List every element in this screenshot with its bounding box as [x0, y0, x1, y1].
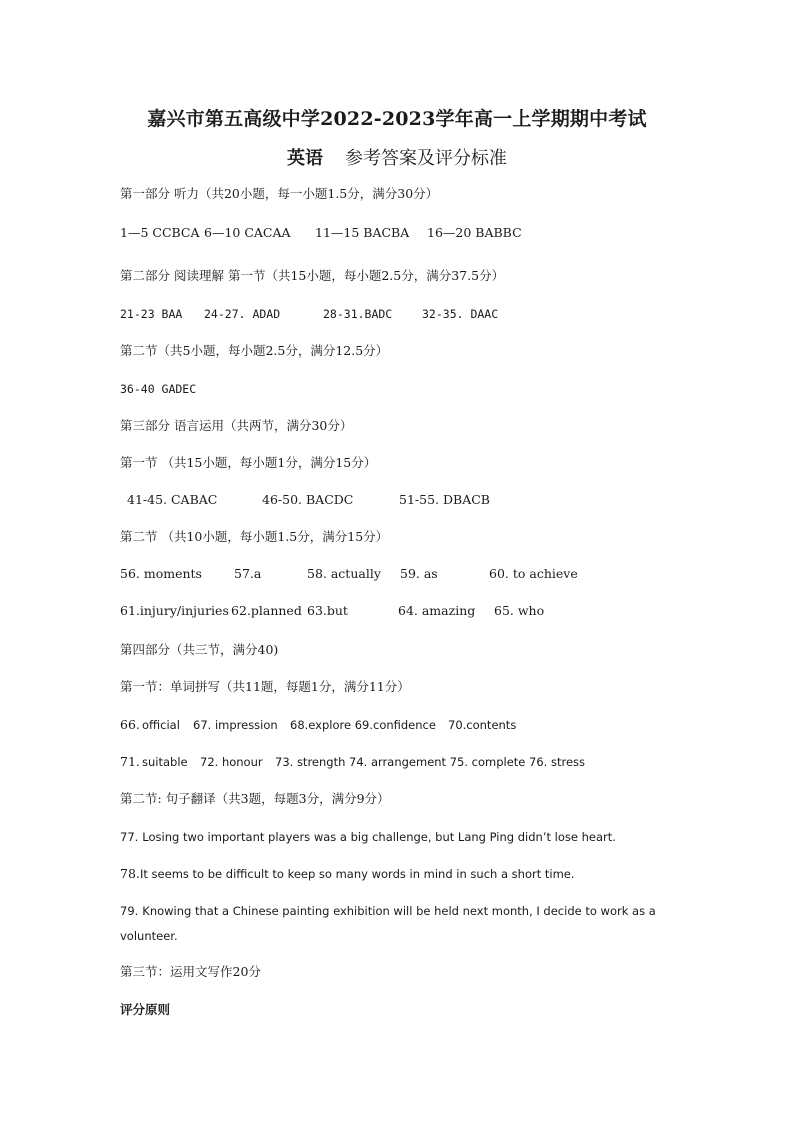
answer-cell: 61.injury/injuries [120, 603, 229, 618]
answer-group: 6—10 CACAA [204, 225, 291, 240]
answer-cell: official [142, 718, 180, 732]
sentence-79-continued: volunteer. [120, 929, 178, 943]
part4-row-71 [120, 753, 585, 771]
answer-cell: 70.contents [448, 718, 517, 732]
page-subtitle [0, 144, 794, 170]
part2-section2-answers: 36-40 GADEC [120, 382, 197, 396]
answer-group: 46-50. BACDC [262, 492, 354, 507]
answer-cell: 59. as [400, 566, 438, 581]
subject-label: 英语 [287, 148, 323, 169]
answer-group: 1—5 CCBCA [120, 225, 200, 240]
answer-group: 51-55. DBACB [399, 492, 490, 507]
answer-cell: 63.but [307, 603, 348, 618]
answer-cell: 57.a [234, 566, 262, 581]
answer-cell: 56. moments [120, 566, 202, 581]
translation-text: Losing two important players was a big challenge, but Lang Ping didn’t lose heart. [142, 830, 616, 844]
part3-row-61 [120, 602, 544, 620]
answer-cell: 58. actually [307, 566, 381, 581]
answer-cell: 67. impression [193, 718, 278, 732]
page-title: 嘉兴市第五高级中学2022-2023学年高一上学期期中考试 [147, 108, 647, 130]
item-number: 79. [120, 904, 139, 918]
part2-answers [120, 305, 498, 323]
sentence-78 [120, 865, 575, 883]
part3-heading: 第三部分 语言运用（共两节，满分30分） [120, 418, 353, 433]
part1-heading: 第一部分 听力（共20小题，每一小题1.5分，满分30分） [120, 186, 439, 201]
answer-cell: suitable [142, 755, 188, 769]
translation-text: It seems to be difficult to keep so many words in mind in such a short time. [140, 867, 575, 881]
item-number: 78. [120, 866, 140, 881]
answer-cell: 64. amazing [398, 603, 476, 618]
answer-group: 41-45. CABAC [127, 492, 218, 507]
answer-cell: 68.explore 69.confidence [290, 718, 436, 732]
part2-section2-heading: 第二节（共5小题，每小题2.5分，满分12.5分） [120, 343, 389, 358]
answer-cell: 73. strength 74. arrangement 75. complete 76. stress [275, 755, 586, 769]
sentence-77 [120, 828, 616, 846]
grading-principles-heading: 评分原则 [120, 1002, 171, 1017]
part4-section3-heading: 第三节：运用文写作20分 [120, 964, 261, 979]
part3-row-56 [120, 565, 578, 583]
answer-group: 11—15 BACBA [315, 225, 410, 240]
answer-cell: 62.planned [231, 603, 302, 618]
answer-group: 28-31.BADC [323, 307, 393, 321]
part3-section1-heading: 第一节 （共15小题，每小题1分，满分15分） [120, 455, 377, 470]
subtitle-text: 参考答案及评分标准 [345, 148, 507, 169]
part3-section2-heading: 第二节 （共10小题，每小题1.5分，满分15分） [120, 529, 389, 544]
item-number: 71. [120, 754, 140, 769]
sentence-79 [120, 902, 656, 920]
answer-group: 21-23 BAA [120, 307, 183, 321]
part3-section1-answers [127, 491, 490, 509]
part4-section2-heading: 第二节: 句子翻译（共3题，每题3分，满分9分） [120, 791, 390, 806]
item-number: 77. [120, 830, 139, 844]
answer-group: 16—20 BABBC [427, 225, 522, 240]
part4-heading: 第四部分（共三节，满分40) [120, 642, 279, 657]
answer-cell: 65. who [494, 603, 545, 618]
answer-cell: 72. honour [200, 755, 263, 769]
answer-group: 32-35. DAAC [422, 307, 499, 321]
translation-text: Knowing that a Chinese painting exhibition will be held next month, I decide to work as a [142, 904, 656, 918]
answer-group: 24-27. ADAD [204, 307, 281, 321]
answer-cell: 60. to achieve [489, 566, 578, 581]
part1-answers [120, 224, 522, 242]
item-number: 66. [120, 717, 140, 732]
part2-heading: 第二部分 阅读理解 第一节（共15小题，每小题2.5分，满分37.5分） [120, 268, 505, 283]
part4-row-66 [120, 716, 516, 734]
part4-section1-heading: 第一节：单词拼写（共11题，每题1分，满分11分） [120, 679, 410, 694]
